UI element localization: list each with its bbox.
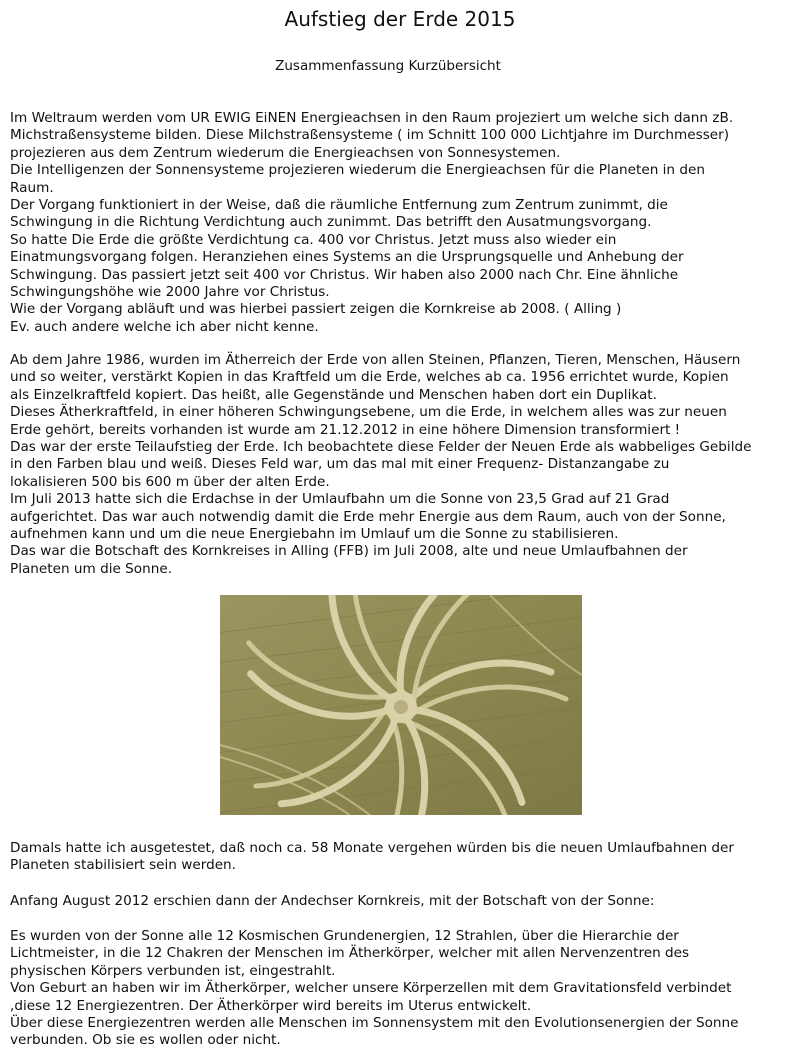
text-line: projezieren aus dem Zentrum wiederum die Energieachsen von Sonnesystemen.: [10, 144, 561, 161]
text-line: Ev. auch andere welche ich aber nicht kenne.: [10, 318, 319, 335]
text-line: Schwingung. Das passiert jetzt seit 400 vor Christus. Wir haben also 2000 nach Chr. Eine ähnliche: [10, 266, 679, 283]
text-line: Schwingung in die Richtung Verdichtung auch zunimmt. Das betrifft den Ausatmungsvorgang.: [10, 214, 652, 231]
text-line: Damals hatte ich ausgetestet, daß noch ca. 58 Monate vergehen würden bis die neuen Umlaufbahnen der: [10, 840, 734, 856]
text-line: Einatmungsvorgang folgen. Heranziehen eines Systems an die Ursprungsquelle und Anhebung der: [10, 249, 684, 266]
text-line: ,diese 12 Energiezentren. Der Ätherkörper wird bereits im Uterus entwickelt.: [10, 997, 532, 1014]
crop-circle-image: [220, 595, 582, 815]
text-line: Das war die Botschaft des Kornkreises in Alling (FFB) im Juli 2008, alte und neue Umlaufbahnen der: [10, 543, 688, 560]
page-title: Aufstieg der Erde 2015: [284, 7, 516, 31]
text-line: Anfang August 2012 erschien dann der Andechser Kornkreis, mit der Botschaft von der Sonne:: [10, 893, 655, 909]
paragraph-sonne: [10, 928, 794, 1050]
paragraph-damals: [10, 840, 794, 875]
text-line: Wie der Vorgang abläuft und was hierbei passiert zeigen die Kornkreise ab 2008. ( Alling ): [10, 301, 622, 318]
text-line: Über diese Energiezentren werden alle Menschen im Sonnensystem mit den Evolutionsenergien der Sonne: [10, 1015, 739, 1032]
text-line: Planeten um die Sonne.: [10, 560, 173, 577]
page-subtitle: Zusammenfassung Kurzübersicht: [275, 58, 501, 74]
text-line: Planeten stabilisiert sein werden.: [10, 857, 236, 874]
text-line: aufnehmen kann und um die neue Energiebahn im Umlauf um die Sonne zu stabilisieren.: [10, 526, 619, 543]
text-line: verbunden. Ob sie es wollen oder nicht.: [10, 1032, 281, 1049]
text-line: Im Juli 2013 hatte sich die Erdachse in der Umlaufbahn um die Sonne von 23,5 Grad auf 21 Grad: [10, 491, 670, 508]
text-line: physischen Körpers verbunden ist, eingestrahlt.: [10, 962, 336, 979]
text-line: Dieses Ätherkraftfeld, in einer höheren Schwingungsebene, um die Erde, in welchem alles was zur neuen: [10, 404, 727, 421]
text-line: Von Geburt an haben wir im Ätherkörper, welcher unsere Körperzellen mit dem Gravitationsfeld verbindet: [10, 980, 732, 997]
paragraph-aetherreich: [10, 352, 794, 578]
text-line: Es wurden von der Sonne alle 12 Kosmischen Grundenergien, 12 Strahlen, über die Hierarchie der: [10, 928, 679, 944]
text-line: lokalisieren 500 bis 600 m über der alten Erde.: [10, 473, 330, 490]
text-line: Michstraßensysteme bilden. Diese Milchstraßensysteme ( im Schnitt 100 000 Lichtjahre im Durchmesser): [10, 127, 730, 144]
crop-circle-svg: [220, 595, 582, 815]
paragraph-weltraum: [10, 110, 794, 336]
text-line: und so weiter, verstärkt Kopien in das Kraftfeld um die Erde, welches ab ca. 1956 errichtet wurde, Kopien: [10, 369, 729, 386]
text-line: in den Farben blau und weiß. Dieses Feld war, um das mal mit einer Frequenz- Distanzangabe zu: [10, 456, 670, 473]
text-line: Das war der erste Teilaufstieg der Erde. Ich beobachtete diese Felder der Neuen Erde als wabbeliges Gebilde: [10, 439, 752, 456]
text-line: Schwingungshöhe wie 2000 Jahre vor Christus.: [10, 284, 330, 301]
text-line: Erde gehört, bereits vorhanden ist wurde am 21.12.2012 in eine höhere Dimension transformiert !: [10, 421, 681, 438]
text-line: Der Vorgang funktioniert in der Weise, daß die räumliche Entfernung zum Zentrum zunimmt, die: [10, 197, 668, 214]
text-line: Die Intelligenzen der Sonnensysteme projezieren wiederum die Energieachsen für die Planeten in den: [10, 162, 705, 179]
text-line: Im Weltraum werden vom UR EWIG EiNEN Energieachsen in den Raum projeziert um welche sich dann zB.: [10, 110, 734, 126]
text-line: als Einzelkraftfeld kopiert. Das heißt, alle Gegenstände und Menschen haben dort ein Duplikat.: [10, 386, 657, 403]
text-line: So hatte Die Erde die größte Verdichtung ca. 400 vor Christus. Jetzt muss also wieder ein: [10, 231, 617, 248]
paragraph-andechs: [10, 893, 794, 910]
text-line: Raum.: [10, 179, 54, 196]
text-line: aufgerichtet. Das war auch notwendig damit die Erde mehr Energie aus dem Raum, auch von der Sonne,: [10, 508, 726, 525]
text-line: Ab dem Jahre 1986, wurden im Ätherreich der Erde von allen Steinen, Pflanzen, Tieren, Menschen, Häusern: [10, 352, 741, 368]
text-line: Lichtmeister, in die 12 Chakren der Menschen im Ätherkörper, welcher mit allen Nervenzentren des: [10, 945, 690, 962]
